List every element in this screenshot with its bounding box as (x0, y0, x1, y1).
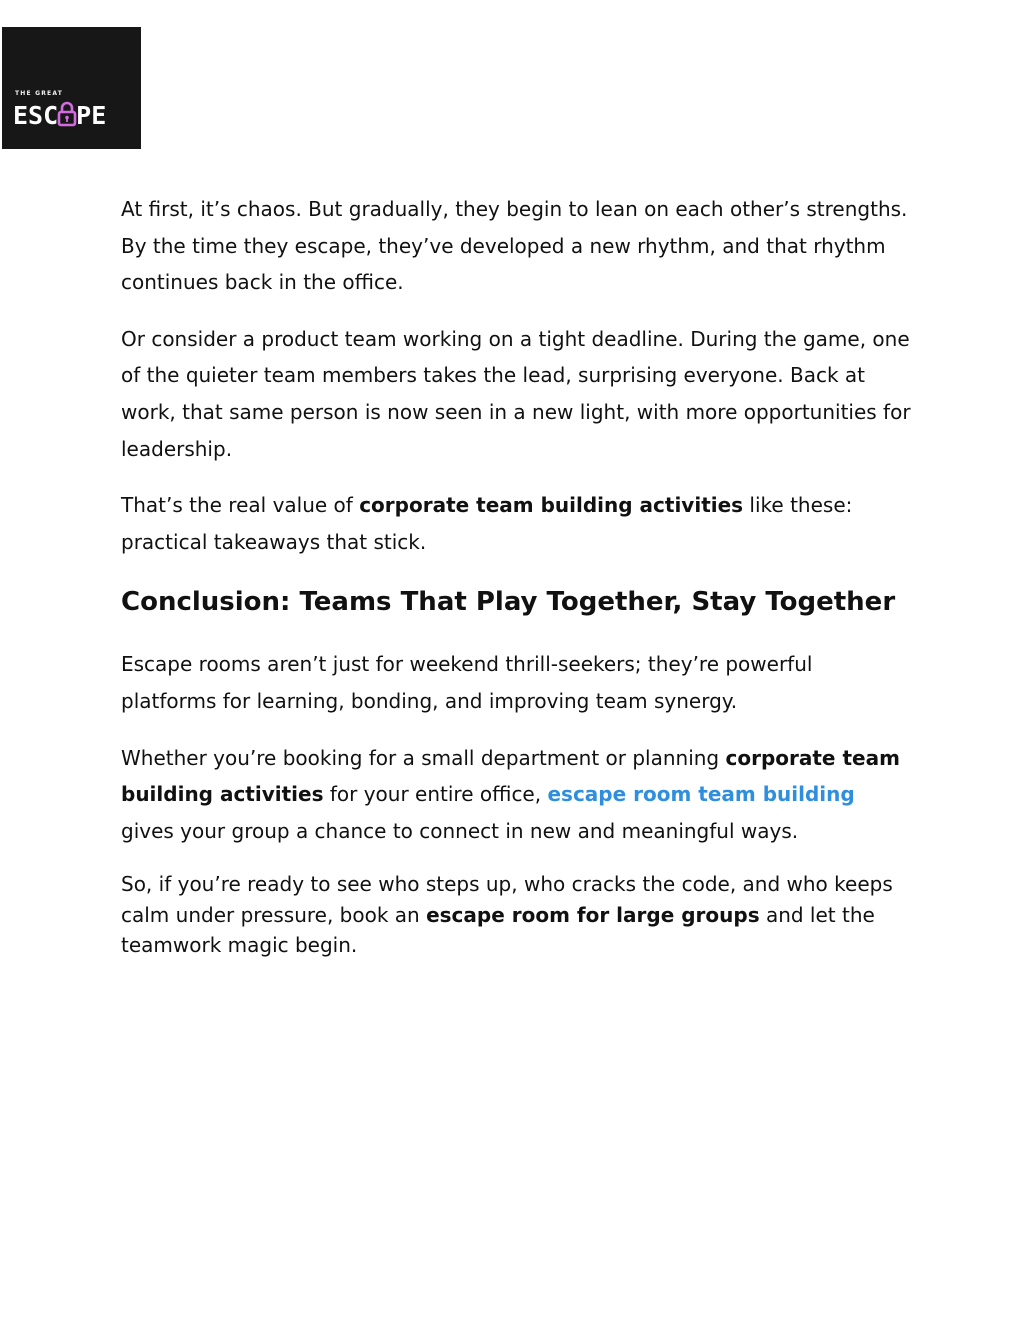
real-value-text-end: like these: practical takeaways that stick. (121, 493, 853, 554)
cta-text-start: So, if you’re ready to see who steps up, who cracks the code, and who keeps calm under pressure, book an (121, 872, 893, 927)
cta-bold: escape room for large groups (426, 902, 760, 927)
conclusion-heading: Conclusion: Teams That Play Together, Stay Together (121, 587, 896, 618)
paragraph-booking (121, 740, 911, 850)
logo-tagline: THE GREAT (15, 90, 64, 97)
booking-text-end: gives your group a chance to connect in new and meaningful ways. (121, 818, 799, 843)
logo (2, 27, 141, 149)
escape-room-team-building-link[interactable]: escape room team building (547, 782, 855, 807)
paragraph-call-to-action (121, 869, 911, 961)
real-value-bold: corporate team building activities (359, 493, 744, 518)
booking-text-middle: for your entire office, (323, 782, 548, 807)
logo-wordmark-end: PE (76, 101, 107, 130)
real-value-text-start: That’s the real value of (121, 493, 360, 518)
logo-wordmark-start: ESC (13, 101, 59, 130)
paragraph-product-team: Or consider a product team working on a tight deadline. During the game, one of the quieter team members takes the lead, surprising everyone. Back at work, that same person is now seen in a new light, with more opportunities for leadership. (121, 326, 911, 461)
cta-text-end: and let the teamwork magic begin. (121, 902, 875, 958)
booking-bold: corporate team building activities (121, 745, 900, 807)
padlock-icon (57, 103, 77, 128)
paragraph-real-value (121, 487, 911, 560)
paragraph-chaos: At first, it’s chaos. But gradually, they begin to lean on each other’s strengths. By the time they escape, they’ve developed a new rhythm, and that rhythm continues back in the office. (121, 197, 908, 295)
article-body (121, 191, 911, 981)
booking-text-start: Whether you’re booking for a small department or planning (121, 745, 726, 770)
logo-wordmark (13, 103, 106, 128)
paragraph-escape-rooms: Escape rooms aren’t just for weekend thrill-seekers; they’re powerful platforms for learning, bonding, and improving team synergy. (121, 652, 813, 713)
